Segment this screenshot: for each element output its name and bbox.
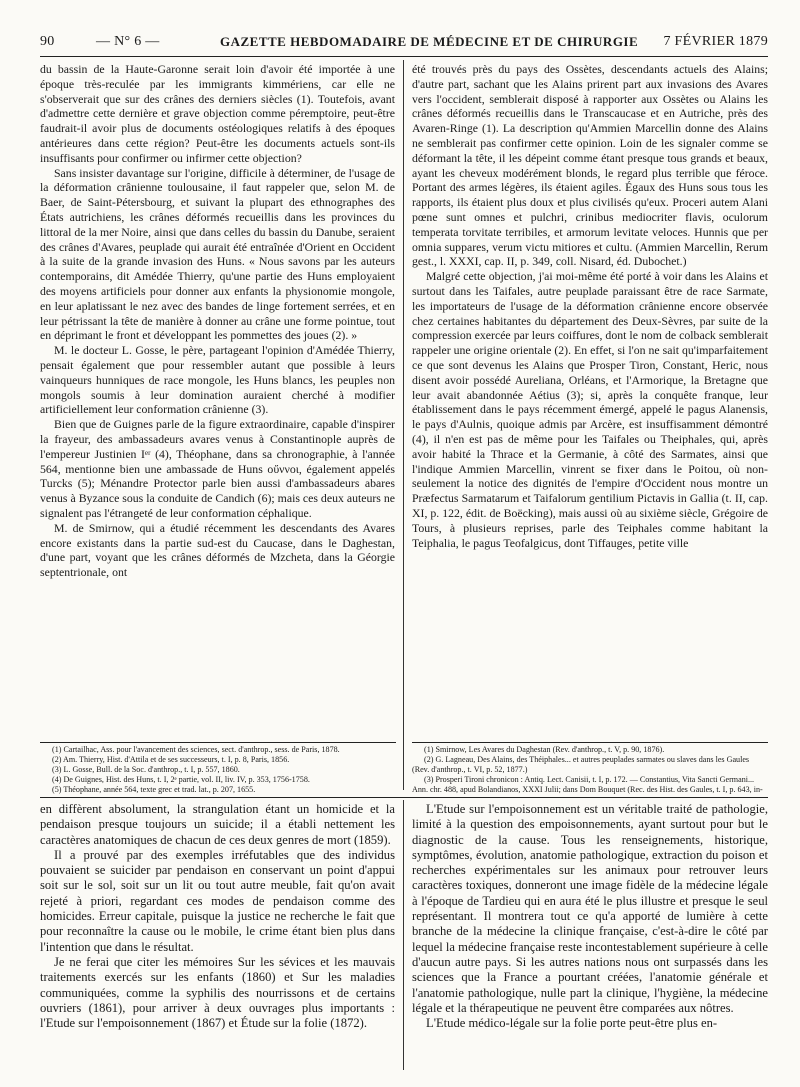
footnote: (2) G. Lagneau, Des Alains, des Théiphales... et autres peuplades sarmates ou slaves dans les Gaules (Rev. d'anthrop., t. VI, p. 52, 1877.): [412, 755, 750, 774]
page-number: 90: [40, 34, 55, 49]
column-divider: [403, 60, 404, 790]
footnote: (3) L. Gosse, Bull. de la Soc. d'anthrop., t. I, p. 557, 1860.: [52, 765, 240, 774]
left-paragraph: Sans insister davantage sur l'origine, difficile à déterminer, de l'usage de la déformation crânienne toulousaine, il faut rappeler que, selon M. de Baer, de Saint-Pétersbourg, et suivant la plupart des ethnographes des États autrichiens, les crânes déformés recueillis dans les provinces du littoral de la mer Noire, ainsi que dans celles du bassin du Danube, seraient des crânes d'Avares, peuplade qui aurait été entraînée d'Orient en Occident à la suite de la grande invasion des Huns. « Nous savons par les auteurs contemporains, dit Amédée Thierry, qu'une partie des Huns employaient des moyens artificiels pour donner aux enfants la physionomie mongole, en leur aplatissant le nez avec des bandes de linge fortement serrées, et en leur pétrissant la tête de manière à donner au crâne une forme pointue, tout en déprimant le front et développant les pommettes des joues (2). »: [40, 165, 395, 343]
lower-left-paragraph: en diffèrent absolument, la strangulation étant un homicide et la pendaison presque toujours un suicide; il a établi nettement les caractères anatomiques de chacun de ces deux genres de mort (1859).: [40, 802, 395, 847]
left-paragraph: du bassin de la Haute-Garonne serait loin d'avoir été importée à une époque très-reculée par les immigrants kimmériens, car elle ne s'observerait que sur des crânes des derniers siècles (1). Toutefois, avant d'admettre cette dernière et grave objection comme péremptoire, peut-être faudrait-il avoir plus de documents ostéologiques relatifs à des époques antérieures dans cette région? Peut-être les documents actuels sont-ils insuffisants pour confirmer ou infirmer cette objection?: [40, 62, 395, 165]
lower-left-paragraph: Il a prouvé par des exemples irréfutables que des individus pouvaient se suicider par pendaison en conservant un point d'appui soit sur le sol, soit sur un lit ou tout autre meuble, fait qu'on avait rejeté à priori, regardant ces modes de pendaison comme des homicides. Erreur capitale, puisque la justice ne recherche le fait que pour reconnaître la cause ou le mobile, le crime étant bien plus dans l'intention que dans le résultat.: [40, 847, 395, 954]
section-rule: [40, 797, 768, 798]
right-paragraph: Malgré cette objection, j'ai moi-même été porté à voir dans les Alains et surtout dans les Taifales, autre peuplade paraissant être de race Sarmate, les importateurs de l'usage de la déformation crânienne encore observée chez certaines habitantes du département des Deux-Sèvres, par suite de la compression exercée par leurs coiffures, dont le nom de colback semblerait rappeler une origine orientale (2). En effet, si l'on ne sait qu'imparfaitement ce que sont devenus les Alains que Prosper Tiron, Constant, Heric, nous disent avoir possédé Aureliana, Orléans, et l'Armorique, la Bretagne que leur avait abandonnée Aétius (3); si, après la conquête franque, leur établissement dans le pays récemment émergé, appelé le pagus Alanensis, le pays d'Aulnis, quoique admis par Arcère, est insuffisamment démontré (4), il n'en est pas de même pour les Taifales ou Theiphales, qui, après avoir habité la Thrace et la Germanie, à côté des Sarmates, ainsi que l'indique Ammien Marcellin, vinrent se fixer dans le Poitou, où non-seulement la notice des dignités de l'empire d'Occident nous montre un Præfectus Sarmatarum et Taifalorum gentilium Pictavis in Gallia (t. II, cap. XI, p. 122, édit. de Boëcking), mais aussi où au sixième siècle, Grégoire de Tours, à plusieurs reprises, parle des Teiphales comme habitant la Teiphalia, le pagus Teofalgicus, dont Tiffauges, petite ville: [412, 269, 768, 550]
right-paragraph: été trouvés près du pays des Ossètes, descendants actuels des Alains; d'autre part, sachant que les Alains prirent part aux invasions des Avares vers l'occident, semblerait disposé à rapporter aux Ossètes ou Alains les crânes déformés recueillis dans le Transcaucase et en Autriche, près des Avaren-Ringe (1). La description qu'Ammien Marcellin donne des Alains ne semblerait pas confirmer cette opinion. Loin de les signaler comme se déformant la tête, il les dépeint comme étant presque tous grands et beaux, ayant les cheveux modérément blonds, le regard plus terrible que féroce. Portant des armes légères, ils étaient agiles. Égaux des Huns sous tous les rapports, ils étaient plus doux et plus civilisés qu'eux. Proceri autem Alani pœne sunt omnes et pulchri, crinibus mediocriter flavis, oculorum temperata torvitate terribiles, et armorum levitate veloces. Hunnis que per omnia suppares, verum victu mitiores et cultu. (Ammien Marcellin, Rerum gest., l. XXXI, cap. II, p. 349, coll. Nisard, éd. Dubochet.): [412, 62, 768, 269]
issue-date: 7 FÉVRIER 1879: [663, 34, 768, 49]
right-footnotes: [412, 745, 768, 795]
lower-right-paragraph: L'Etude médico-légale sur la folie porte peut-être plus en-: [426, 1016, 718, 1031]
left-footnote-rule: [40, 742, 396, 743]
lower-right-column: [412, 802, 768, 1072]
right-footnote-rule: [412, 742, 768, 743]
footnote: (3) Prosperi Tironi chronicon : Antiq. Lect. Canisii, t. I, p. 172. — Constantius, Vita Sancti Germani... Ann. chr. 488, apud Bolandianos, XXXI Julii; dans Dom Bouquet (Rec. des Hist. des Gaules, t. I, p. 643, in-: [412, 775, 763, 794]
lower-column-divider: [403, 800, 404, 1070]
left-footnotes: [40, 745, 396, 795]
lower-left-paragraph: Je ne ferai que citer les mémoires Sur les sévices et les mauvais traitements exercés sur les enfants (1860) et Sur les maladies communiquées, comme la syphilis des nourrissons et de certains ouvriers (1861), pour arriver à deux ouvrages plus importants : l'Etude sur l'empoisonnement (1867) et Étude sur la folie (1872).: [40, 954, 395, 1031]
issue-number: — N° 6 —: [96, 34, 160, 49]
journal-title: GAZETTE HEBDOMADAIRE DE MÉDECINE ET DE CHIRURGIE: [220, 34, 639, 49]
footnote: (1) Smirnow, Les Avares du Daghestan (Rev. d'anthrop., t. V, p. 90, 1876).: [424, 745, 665, 754]
lower-left-column: [40, 802, 395, 1072]
right-column: [412, 62, 768, 740]
footnote: (2) Am. Thierry, Hist. d'Attila et de ses successeurs, t. I, p. 8, Paris, 1856.: [52, 755, 290, 764]
left-paragraph: Bien que de Guignes parle de la figure extraordinaire, capable d'inspirer la frayeur, des ambassadeurs avares venus à Constantinople auprès de l'empereur Justinien Iᵉʳ (4), Théophane, dans sa chronographie, à l'année 564, mentionne bien une ambassade de Huns οὔννοι, également appelés Turcks (5); Ménandre Protector parle bien aussi d'ambassadeurs abares venus à Byzance sous la conduite de Candich (6); mais ces deux auteurs ne signalent pas l'étrangeté de leur conformation céphalique.: [40, 417, 395, 520]
running-header: [40, 30, 768, 56]
left-paragraph: M. de Smirnow, qui a étudié récemment les descendants des Avares encore existants dans la partie sud-est du Caucase, dans le Daghestan, d'une part, voyant que les crânes déformés de Mzcheta, dans la Géorgie septentrionale, ont: [40, 520, 395, 580]
footnote: (5) Théophane, année 564, texte grec et trad. lat., p. 207, 1655.: [52, 785, 256, 794]
footnote: (1) Cartailhac, Ass. pour l'avancement des sciences, sect. d'anthrop., sess. de Paris, 1878.: [52, 745, 340, 754]
left-column: [40, 62, 395, 740]
lower-right-paragraph: L'Etude sur l'empoisonnement est un véritable traité de pathologie, limité à la question des empoisonnements, ayant surtout pour but le diagnostic de la cause. Tous les renseignements, historique, symptômes, évolution, anatomie pathologique, extraction du poison et recherches expérimentales sur les animaux pour retrouver leurs caractères toxiques, donneront une image fidèle de la médecine légale à l'époque de Tardieu qui en aura été le plus illustre et presque le seul représentant. Il montrera tout ce qu'a apporté de lumière à cette branche de la médecine la clinique française, c'est-à-dire le côté par lequel la médecine française reste incontestablement supérieure à celle d'aucun autre pays. Si les autres nations nous ont surpassés dans les sciences que la France a pourtant créées, l'anatomie générale et l'anatomie pathologique, nulle part la clinique, l'hygiène, la médecine légale et la thérapeutique ne peuvent être comparées aux nôtres.: [412, 802, 768, 1015]
left-paragraph: M. le docteur L. Gosse, le père, partageant l'opinion d'Amédée Thierry, pensait également que pour ressembler autant que possible à leurs vainqueurs hunniques de race mongole, les Huns blancs, les peuples non mongols soumis à leur domination auraient cherché à modifier artificiellement leur conformation crânienne (3).: [40, 343, 395, 417]
footnote: (4) De Guignes, Hist. des Huns, t. I, 2ᵉ partie, vol. II, liv. IV, p. 353, 1756-1758.: [52, 775, 310, 784]
header-rule: [40, 56, 768, 57]
